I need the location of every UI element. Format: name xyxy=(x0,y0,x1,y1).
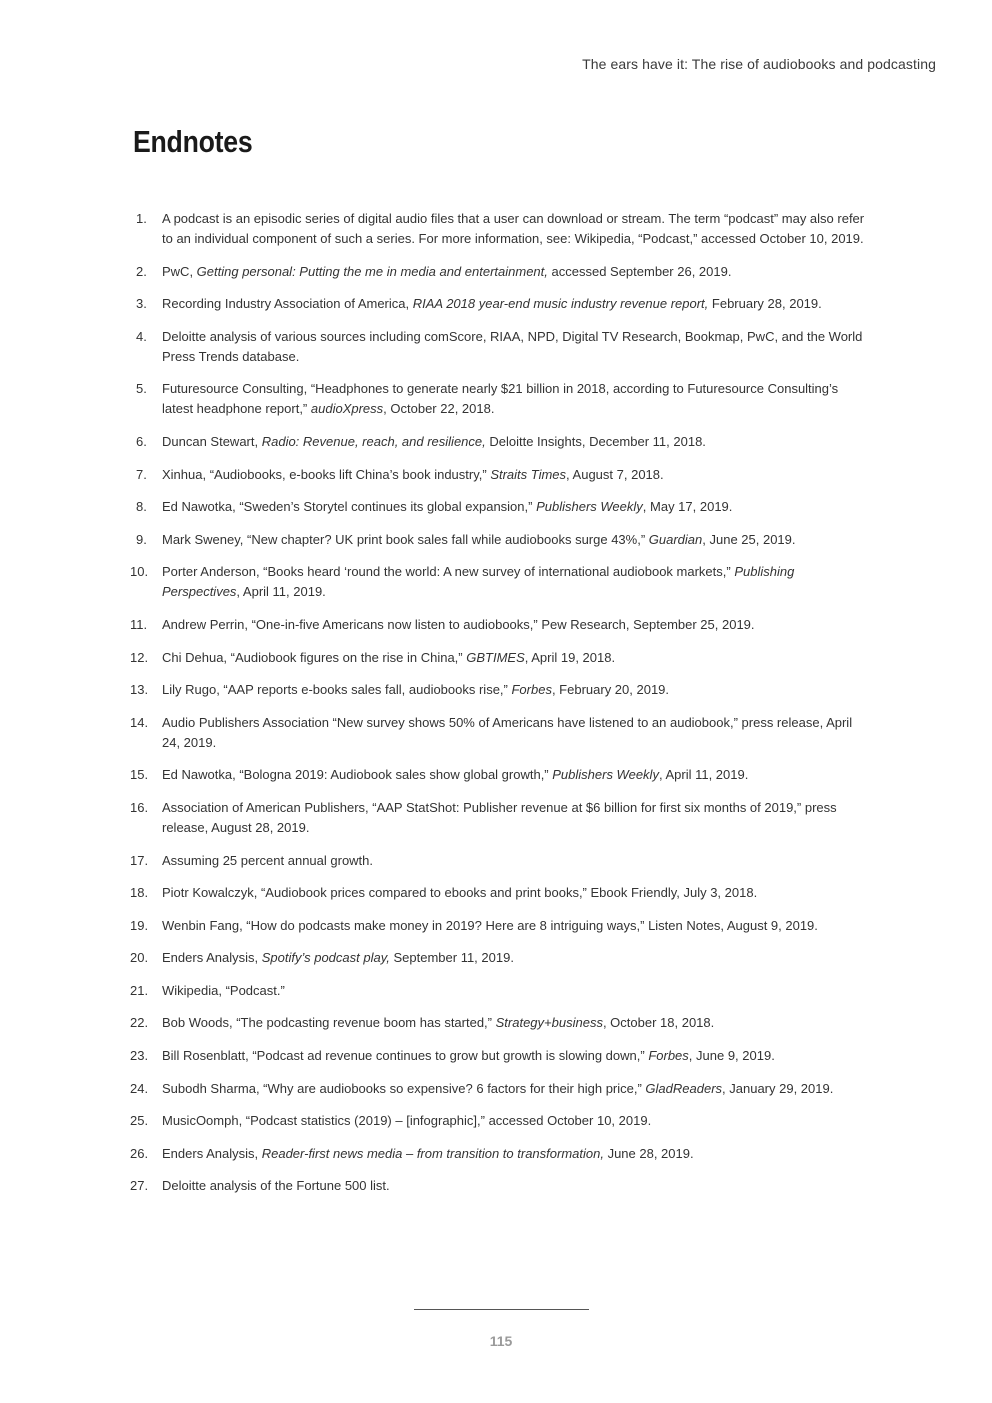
endnote-item xyxy=(130,948,870,968)
endnote-text xyxy=(162,713,870,753)
endnote-text xyxy=(162,1176,870,1196)
endnote-source-title: audioXpress xyxy=(310,401,384,417)
endnote-item xyxy=(130,851,870,871)
endnote-number: 12. xyxy=(130,649,149,665)
endnote-text xyxy=(162,1111,870,1131)
endnote-number: 22. xyxy=(130,1015,149,1031)
endnote-text-segment: Association of American Publishers, “AAP StatShot: Publisher revenue at $6 billion for first six months of 2019,” press release, August 28, 2019. xyxy=(162,799,837,835)
endnote-item xyxy=(130,1046,870,1066)
endnote-text xyxy=(162,851,870,871)
endnote-text-segment: Deloitte analysis of the Fortune 500 list. xyxy=(162,1178,390,1194)
endnote-item xyxy=(130,765,870,785)
endnote-text-segment: , October 22, 2018. xyxy=(383,401,495,417)
endnote-number: 6. xyxy=(136,433,147,449)
endnote-text-segment: Deloitte analysis of various sources including comScore, RIAA, NPD, Digital TV Research, Bookmap, PwC, and the World Press Trends database. xyxy=(162,328,863,364)
endnote-text-segment: A podcast is an episodic series of digital audio files that a user can download or stream. The term “podcast” may also refer to an individual component of such a series. For more information, see: Wikipedia, “Podcast,” accessed October 10, 2019. xyxy=(162,211,865,246)
endnote-text xyxy=(162,562,870,602)
endnote-item xyxy=(130,1013,870,1033)
endnote-text xyxy=(162,1079,870,1099)
endnote-item xyxy=(130,1111,870,1131)
endnote-text xyxy=(162,948,870,968)
endnote-item xyxy=(130,798,870,838)
endnote-text-segment: Xinhua, “Audiobooks, e-books lift China’s book industry,” xyxy=(162,466,491,482)
endnote-text-segment: February 28, 2019. xyxy=(708,296,822,312)
endnote-source-title: Publishers Weekly xyxy=(536,499,643,515)
endnote-text xyxy=(162,294,870,314)
endnote-number: 15. xyxy=(130,767,149,783)
endnote-number: 20. xyxy=(130,950,149,966)
endnote-text xyxy=(162,615,870,635)
endnote-item xyxy=(130,497,870,517)
endnote-source-title: Reader-first news media – from transition to transformation, xyxy=(261,1145,604,1161)
endnote-text xyxy=(162,465,870,485)
page-title: Endnotes xyxy=(133,124,253,159)
endnote-item xyxy=(130,648,870,668)
endnote-text xyxy=(162,883,870,903)
endnote-text-segment: accessed September 26, 2019. xyxy=(547,263,732,279)
endnote-text-segment: September 11, 2019. xyxy=(389,950,514,966)
page-number: 115 xyxy=(489,1333,513,1349)
endnote-item xyxy=(130,1144,870,1164)
endnote-text-segment: Deloitte Insights, December 11, 2018. xyxy=(485,433,706,449)
endnote-source-title: Strategy+business xyxy=(495,1015,603,1031)
endnote-source-title: Straits Times xyxy=(490,466,567,482)
endnote-text-segment: Audio Publishers Association “New survey shows 50% of Americans have listened to an audiobook,” press release, April 24, 2019. xyxy=(162,714,853,750)
endnote-text-segment: Duncan Stewart, xyxy=(162,433,262,449)
endnote-source-title: Forbes xyxy=(648,1048,689,1064)
endnote-text-segment: Futuresource Consulting, “Headphones to generate nearly $21 billion in 2018, according to Futuresource Consulting’s latest headphone report,” xyxy=(162,381,839,417)
endnote-text-segment: Enders Analysis, xyxy=(162,1145,262,1161)
endnote-text-segment: Piotr Kowalczyk, “Audiobook prices compared to ebooks and print books,” Ebook Friendly, July 3, 2018. xyxy=(162,885,758,901)
endnote-item xyxy=(130,615,870,635)
endnote-text xyxy=(162,379,870,419)
endnote-text-segment: Wenbin Fang, “How do podcasts make money in 2019? Here are 8 intriguing ways,” Listen Notes, August 9, 2019. xyxy=(162,917,818,933)
endnote-item xyxy=(130,327,870,367)
endnote-text-segment: Mark Sweney, “New chapter? UK print book sales fall while audiobooks surge 43%,” xyxy=(162,531,649,547)
endnote-number: 9. xyxy=(136,531,147,547)
endnote-text-segment: Enders Analysis, xyxy=(162,950,262,966)
endnote-number: 18. xyxy=(130,885,149,901)
endnote-text xyxy=(162,981,870,1001)
endnote-text-segment: , August 7, 2018. xyxy=(566,466,664,482)
endnote-text-segment: , May 17, 2019. xyxy=(642,499,733,515)
endnote-text-segment: June 28, 2019. xyxy=(603,1145,694,1161)
endnote-item xyxy=(130,209,870,249)
endnote-number: 24. xyxy=(130,1080,149,1096)
endnote-text-segment: Ed Nawotka, “Sweden’s Storytel continues its global expansion,” xyxy=(162,499,537,515)
footer-divider xyxy=(414,1309,589,1310)
endnote-source-title: GladReaders xyxy=(645,1080,723,1096)
endnote-text xyxy=(162,327,870,367)
endnote-text-segment: , October 18, 2018. xyxy=(602,1015,715,1031)
endnote-number: 3. xyxy=(136,296,147,312)
endnote-text-segment: , April 11, 2019. xyxy=(236,584,326,600)
endnote-item xyxy=(130,916,870,936)
endnote-text xyxy=(162,497,870,517)
endnote-text xyxy=(162,916,870,936)
endnote-number: 23. xyxy=(130,1048,149,1064)
endnote-text xyxy=(162,1013,870,1033)
endnote-text xyxy=(162,680,870,700)
endnote-text xyxy=(162,432,870,452)
endnote-item xyxy=(130,379,870,419)
endnote-source-title: Guardian xyxy=(648,531,703,547)
endnote-text-segment: Bill Rosenblatt, “Podcast ad revenue continues to grow but growth is slowing down,” xyxy=(162,1048,649,1064)
endnote-text-segment: Wikipedia, “Podcast.” xyxy=(162,982,285,998)
endnote-text-segment: Andrew Perrin, “One-in-five Americans now listen to audiobooks,” Pew Research, September 25, 2019. xyxy=(162,616,755,632)
endnote-text xyxy=(162,209,870,249)
endnote-number: 2. xyxy=(136,263,147,279)
endnote-source-title: Spotify’s podcast play, xyxy=(261,950,390,966)
endnote-number: 4. xyxy=(136,328,147,344)
endnote-item xyxy=(130,981,870,1001)
endnote-text xyxy=(162,1144,870,1164)
endnote-text-segment: Assuming 25 percent annual growth. xyxy=(162,852,374,868)
endnote-number: 19. xyxy=(130,917,149,933)
endnote-item xyxy=(130,262,870,282)
endnote-source-title: Getting personal: Putting the me in media and entertainment, xyxy=(196,263,548,279)
endnote-item xyxy=(130,680,870,700)
endnote-source-title: Publishing Perspectives xyxy=(162,564,795,600)
endnote-text-segment: Bob Woods, “The podcasting revenue boom has started,” xyxy=(162,1015,496,1031)
endnote-number: 7. xyxy=(136,466,147,482)
running-header: The ears have it: The rise of audiobooks and podcasting xyxy=(582,56,936,72)
endnote-item xyxy=(130,1176,870,1196)
endnote-number: 26. xyxy=(130,1145,149,1161)
endnote-text-segment: Recording Industry Association of America, xyxy=(162,296,413,312)
endnote-number: 8. xyxy=(136,499,147,515)
endnote-number: 1. xyxy=(136,211,147,226)
endnote-item xyxy=(130,1079,870,1099)
endnotes-list xyxy=(130,209,870,1209)
endnote-text-segment: Lily Rugo, “AAP reports e-books sales fall, audiobooks rise,” xyxy=(162,682,512,698)
endnote-number: 16. xyxy=(130,799,149,815)
endnote-number: 27. xyxy=(130,1178,149,1194)
endnote-source-title: Radio: Revenue, reach, and resilience, xyxy=(261,433,486,449)
endnote-item xyxy=(130,530,870,550)
endnote-source-title: RIAA 2018 year-end music industry revenue report, xyxy=(412,296,709,312)
endnote-text-segment: , April 19, 2018. xyxy=(524,649,616,665)
endnote-number: 11. xyxy=(130,616,148,632)
endnote-text-segment: , April 11, 2019. xyxy=(658,767,749,783)
endnote-item xyxy=(130,713,870,753)
endnote-text-segment: , June 9, 2019. xyxy=(688,1048,775,1064)
endnote-text-segment: Porter Anderson, “Books heard ‘round the world: A new survey of international audiobook markets,” xyxy=(162,564,735,580)
endnote-number: 17. xyxy=(130,852,149,868)
endnote-text-segment: Ed Nawotka, “Bologna 2019: Audiobook sales show global growth,” xyxy=(162,767,553,783)
endnote-text-segment: , June 25, 2019. xyxy=(702,531,796,547)
endnote-text xyxy=(162,765,870,785)
endnote-item xyxy=(130,562,870,602)
endnote-source-title: Publishers Weekly xyxy=(552,767,659,783)
endnote-text-segment: , January 29, 2019. xyxy=(722,1080,834,1096)
endnote-number: 21. xyxy=(130,982,149,998)
endnote-text xyxy=(162,648,870,668)
endnote-source-title: GBTIMES xyxy=(466,649,525,665)
endnote-text xyxy=(162,1046,870,1066)
endnote-text-segment: PwC, xyxy=(162,263,197,279)
endnote-number: 13. xyxy=(130,682,149,698)
endnote-text xyxy=(162,798,870,838)
endnote-item xyxy=(130,294,870,314)
endnote-item xyxy=(130,432,870,452)
endnote-text xyxy=(162,262,870,282)
endnote-number: 10. xyxy=(130,564,149,580)
endnote-number: 5. xyxy=(136,381,147,397)
endnote-text-segment: Chi Dehua, “Audiobook figures on the rise in China,” xyxy=(162,649,467,665)
endnote-text xyxy=(162,530,870,550)
endnote-number: 14. xyxy=(130,714,149,730)
endnote-item xyxy=(130,465,870,485)
endnote-number: 25. xyxy=(130,1113,149,1129)
endnote-text-segment: , February 20, 2019. xyxy=(551,682,670,698)
endnote-item xyxy=(130,883,870,903)
endnote-text-segment: Subodh Sharma, “Why are audiobooks so expensive? 6 factors for their high price,” xyxy=(162,1080,646,1096)
endnote-text-segment: MusicOomph, “Podcast statistics (2019) – [infographic],” accessed October 10, 2019. xyxy=(162,1113,652,1129)
endnote-source-title: Forbes xyxy=(511,682,552,698)
